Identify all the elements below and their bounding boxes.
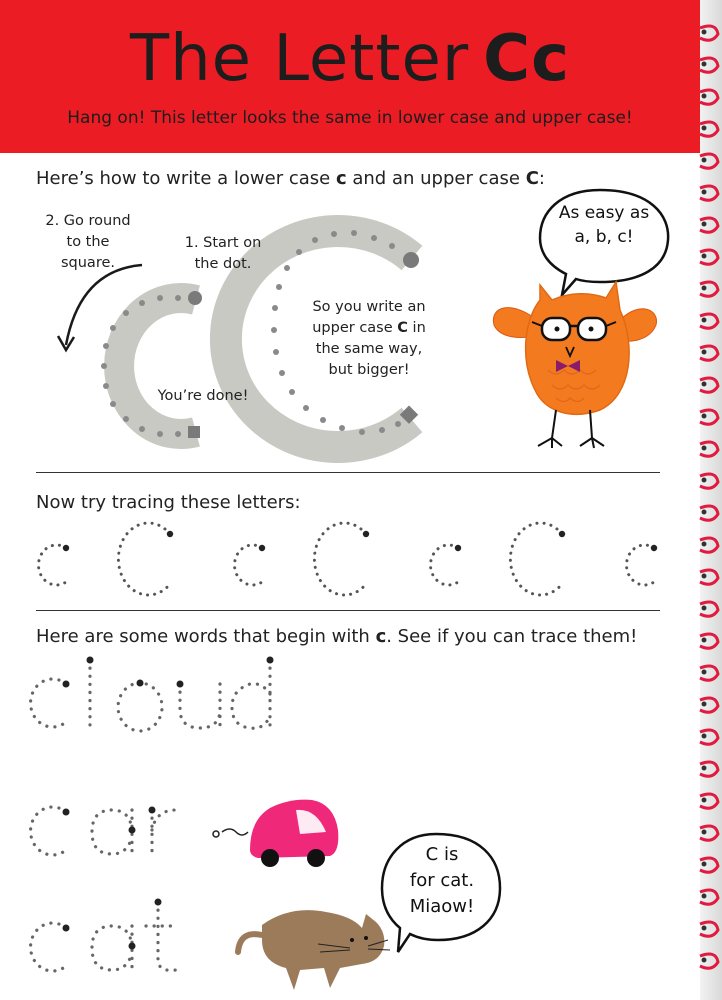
cat-speech-text: C is for cat. Miaow!: [409, 844, 475, 917]
tracing-letters-prompt: Now try tracing these letters:: [36, 492, 301, 513]
trace-word-cat: [31, 902, 176, 971]
uppercase-note: So you write an upper case C in the same way, but bigger!: [312, 299, 426, 378]
title-letters: Cc: [483, 22, 571, 96]
step2-note: 2. Go round to the square.: [45, 213, 131, 271]
trace-word-car: [31, 807, 176, 856]
step1-note: 1. Start on the dot.: [184, 235, 262, 272]
done-note: You’re done!: [157, 388, 249, 404]
car-illustration: [213, 800, 338, 867]
how-to-write-prompt: Here’s how to write a lower case c and an upper case C:: [36, 168, 545, 189]
cat-illustration: [238, 910, 390, 990]
page-subtitle: Hang on! This letter looks the same in lower case and upper case!: [67, 108, 633, 128]
title-prefix: The Letter: [129, 22, 470, 96]
words-prompt: Here are some words that begin with c. See if you can trace them!: [36, 626, 638, 647]
trace-word-cloud: [31, 660, 270, 731]
owl-speech-text: As easy as a, b, c!: [558, 203, 650, 247]
